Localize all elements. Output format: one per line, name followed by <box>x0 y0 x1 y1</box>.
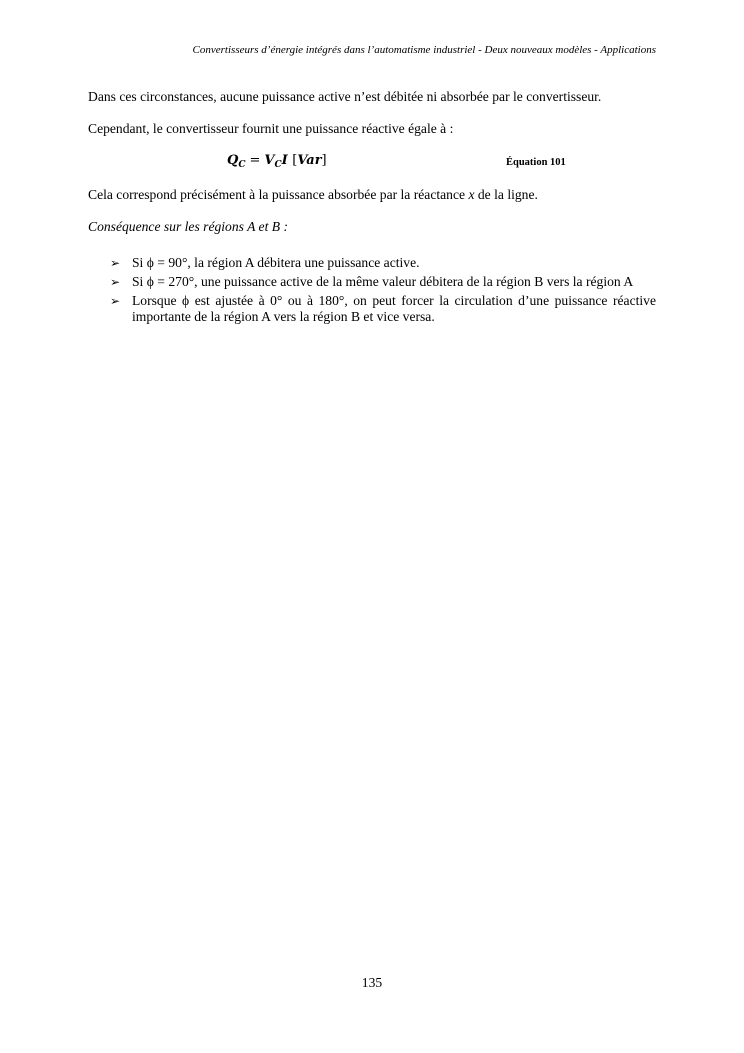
list-item-text: Si ϕ = 90°, la région A débitera une puissance active. <box>132 255 420 270</box>
eq-relation: = <box>249 153 261 168</box>
arrow-bullet-icon: ➢ <box>110 256 121 270</box>
reactance-variable: x <box>468 187 475 202</box>
running-header: Convertisseurs d’énergie intégrés dans l’automatisme industriel - Deux nouveaux modèles - Applications <box>192 44 656 56</box>
list-item-text: Si ϕ = 270°, une puissance active de la même valeur débitera de la région B vers la région A <box>132 274 634 289</box>
eq-lhs-symbol: Q <box>227 153 239 168</box>
equation-label: Équation 101 <box>506 157 566 168</box>
eq-bracket-open: [ <box>292 153 298 168</box>
list-item <box>88 274 656 290</box>
equation-block <box>88 153 656 171</box>
eq-unit: Var <box>297 153 322 168</box>
eq-lhs-subscript: C <box>238 160 246 170</box>
paragraph-reactive-power-intro: Cependant, le convertisseur fournit une puissance réactive égale à : <box>88 121 454 136</box>
page-number: 135 <box>361 975 383 990</box>
consequence-list <box>88 255 656 325</box>
list-item <box>88 255 656 271</box>
list-item <box>88 293 656 325</box>
section-title: Conséquence sur les régions A et B : <box>88 219 288 234</box>
paragraph-circumstances: Dans ces circonstances, aucune puissance active n’est débitée ni absorbée par le convertisseur. <box>88 89 602 104</box>
page-body <box>88 89 656 328</box>
arrow-bullet-icon: ➢ <box>110 294 121 308</box>
equation-formula <box>227 153 327 169</box>
eq-bracket-close: ] <box>321 153 327 168</box>
paragraph-reactance-text-2: de la ligne. <box>474 187 538 202</box>
eq-rhs-symbol-1: V <box>264 153 275 168</box>
paragraph-reactance-text-1: Cela correspond précisément à la puissance absorbée par la réactance <box>88 187 469 202</box>
list-item-text: Lorsque ϕ est ajustée à 0° ou à 180°, on peut forcer la circulation d’une puissance réactive importante de la région A vers la région B et vice versa. <box>132 293 656 324</box>
eq-rhs-subscript-1: C <box>274 160 282 170</box>
paragraph-reactance <box>88 187 656 203</box>
eq-rhs-symbol-2: I <box>281 153 288 168</box>
arrow-bullet-icon: ➢ <box>110 275 121 289</box>
